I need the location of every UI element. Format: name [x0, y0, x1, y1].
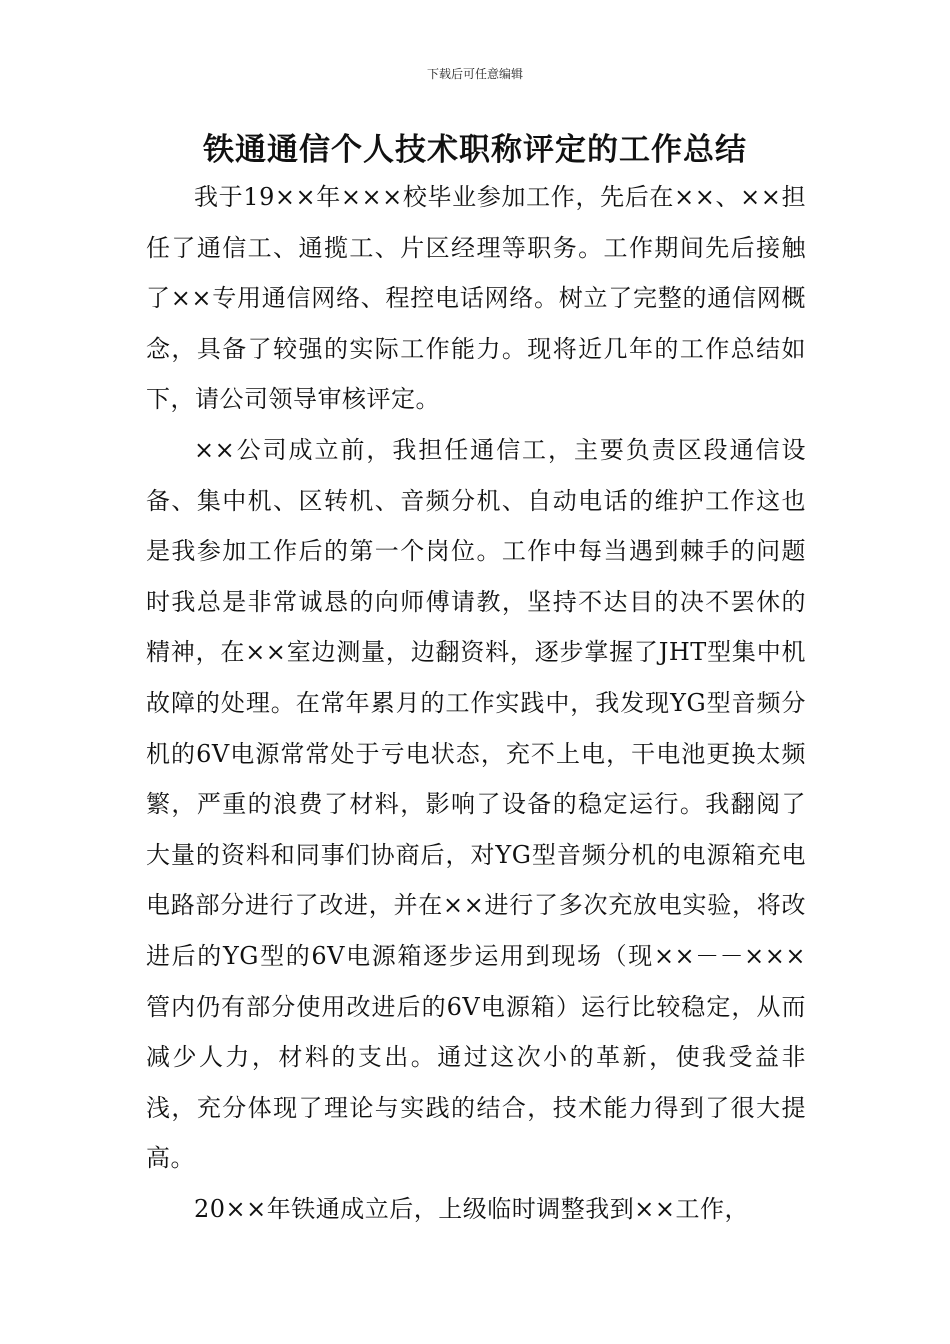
paragraph-early-work: ××公司成立前，我担任通信工，主要负责区段通信设备、集中机、区转机、音频分机、自动电话的维护工作这也是我参加工作后的第一个岗位。工作中每当遇到棘手的问题时我总是非常诚恳的向师傅请教，坚持不达目的决不罢休的精神，在××室边测量，边翻资料，逐步掌握了JHT型集中机故障的处理。在常年累月的工作实践中，我发现YG型音频分机的6V电源常常处于亏电状态，充不上电，干电池更换太频繁，严重的浪费了材料，影响了设备的稳定运行。我翻阅了大量的资料和同事们协商后，对YG型音频分机的电源箱充电电路部分进行了改进，并在××进行了多次充放电实验，将改进后的YG型的6V电源箱逐步运用到现场（现××－－×××管内仍有部分使用改进后的6V电源箱）运行比较稳定，从而减少人力，材料的支出。通过这次小的革新，使我受益非浅，充分体现了理论与实践的结合，技术能力得到了很大提高。	[146, 435, 806, 1173]
page-header-note: 下载后可任意编辑	[426, 67, 523, 81]
document-body	[146, 172, 806, 1234]
paragraph-intro: 我于19××年×××校毕业参加工作，先后在××、××担任了通信工、通揽工、片区经理等职务。工作期间先后接触了××专用通信网络、程控电话网络。树立了完整的通信网概念，具备了较强的实际工作能力。现将近几年的工作总结如下，请公司领导审核评定。	[146, 183, 806, 414]
paragraph-after-founding: 20××年铁通成立后，上级临时调整我到××工作，	[194, 1194, 749, 1223]
document-title: 铁通通信个人技术职称评定的工作总结	[203, 132, 747, 168]
